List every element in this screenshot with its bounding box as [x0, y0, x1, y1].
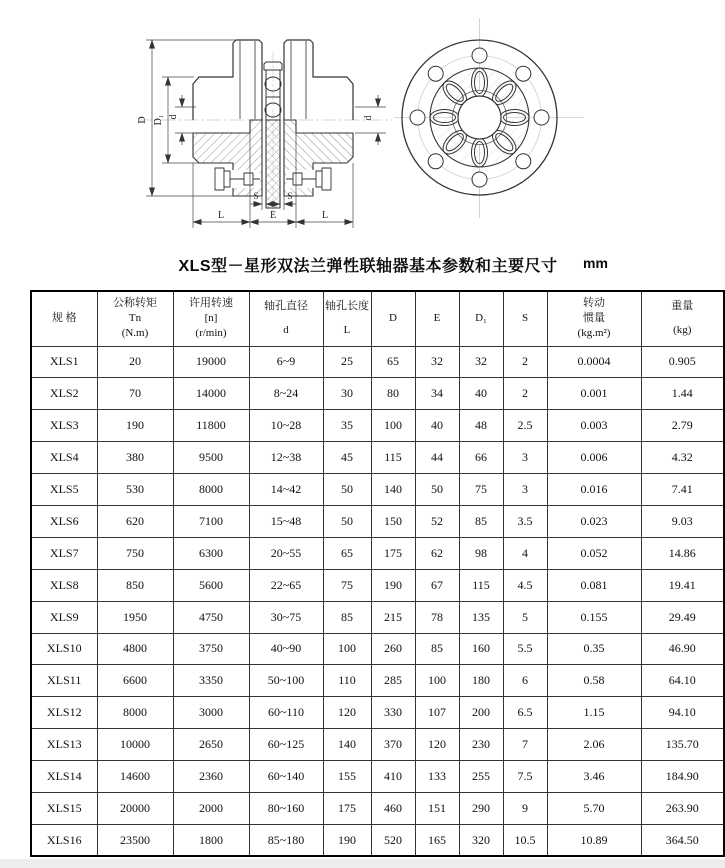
value-cell: 6~9: [249, 346, 323, 378]
value-cell: 330: [371, 697, 415, 729]
value-cell: 32: [459, 346, 503, 378]
table-row: [31, 378, 724, 410]
coupling-drawing: [0, 0, 725, 248]
value-cell: 20: [97, 346, 173, 378]
value-cell: 140: [323, 729, 371, 761]
left-hub-outline: [193, 40, 262, 120]
table-row: [31, 537, 724, 569]
value-cell: 85: [323, 601, 371, 633]
spec-cell: XLS8: [31, 569, 97, 601]
value-cell: 75: [459, 474, 503, 506]
value-cell: 100: [323, 633, 371, 665]
value-cell: 78: [415, 601, 459, 633]
value-cell: 0.58: [547, 665, 641, 697]
value-cell: 4: [503, 537, 547, 569]
value-cell: 5600: [173, 569, 249, 601]
value-cell: 48: [459, 410, 503, 442]
value-cell: 29.49: [641, 601, 724, 633]
value-cell: 14600: [97, 761, 173, 793]
value-cell: 0.023: [547, 505, 641, 537]
value-cell: 20~55: [249, 537, 323, 569]
spec-cell: XLS12: [31, 697, 97, 729]
table-row: [31, 474, 724, 506]
value-cell: 4.32: [641, 442, 724, 474]
value-cell: 80: [371, 378, 415, 410]
value-cell: 7100: [173, 505, 249, 537]
table-row: [31, 761, 724, 793]
value-cell: 4800: [97, 633, 173, 665]
table-row: [31, 665, 724, 697]
value-cell: 110: [323, 665, 371, 697]
value-cell: 10~28: [249, 410, 323, 442]
value-cell: 75: [323, 569, 371, 601]
value-cell: 0.016: [547, 474, 641, 506]
value-cell: 120: [323, 697, 371, 729]
value-cell: 9500: [173, 442, 249, 474]
spec-cell: XLS9: [31, 601, 97, 633]
value-cell: 285: [371, 665, 415, 697]
value-cell: 184.90: [641, 761, 724, 793]
value-cell: 850: [97, 569, 173, 601]
value-cell: 0.081: [547, 569, 641, 601]
value-cell: 3: [503, 442, 547, 474]
column-header: 轴孔长度 L: [323, 291, 371, 346]
value-cell: 40: [415, 410, 459, 442]
value-cell: 3: [503, 474, 547, 506]
value-cell: 0.35: [547, 633, 641, 665]
value-cell: 263.90: [641, 792, 724, 824]
table-row: [31, 346, 724, 378]
dim-label-D1: D₁: [153, 114, 164, 126]
value-cell: 11800: [173, 410, 249, 442]
value-cell: 8~24: [249, 378, 323, 410]
value-cell: 5.5: [503, 633, 547, 665]
value-cell: 2000: [173, 792, 249, 824]
value-cell: 10.5: [503, 824, 547, 856]
value-cell: 85: [459, 505, 503, 537]
value-cell: 115: [459, 569, 503, 601]
bottom-strip: [0, 859, 725, 868]
value-cell: 410: [371, 761, 415, 793]
value-cell: 35: [323, 410, 371, 442]
value-cell: 20000: [97, 792, 173, 824]
front-view-drawing: [394, 18, 584, 218]
column-header: S: [503, 291, 547, 346]
column-header: 转动 惯量 (kg.m²): [547, 291, 641, 346]
spec-cell: XLS11: [31, 665, 97, 697]
value-cell: 85~180: [249, 824, 323, 856]
value-cell: 100: [371, 410, 415, 442]
value-cell: 67: [415, 569, 459, 601]
column-header: D: [371, 291, 415, 346]
table-row: [31, 601, 724, 633]
value-cell: 2: [503, 378, 547, 410]
value-cell: 30: [323, 378, 371, 410]
column-header: 轴孔直径 d: [249, 291, 323, 346]
right-hub-outline: [284, 40, 353, 120]
value-cell: 290: [459, 792, 503, 824]
value-cell: 70: [97, 378, 173, 410]
table-row: [31, 505, 724, 537]
value-cell: 23500: [97, 824, 173, 856]
value-cell: 9: [503, 792, 547, 824]
value-cell: 4.5: [503, 569, 547, 601]
value-cell: 135.70: [641, 729, 724, 761]
value-cell: 32: [415, 346, 459, 378]
value-cell: 14.86: [641, 537, 724, 569]
value-cell: 9.03: [641, 505, 724, 537]
value-cell: 52: [415, 505, 459, 537]
value-cell: 0.155: [547, 601, 641, 633]
table-row: [31, 792, 724, 824]
value-cell: 750: [97, 537, 173, 569]
value-cell: 190: [371, 569, 415, 601]
value-cell: 66: [459, 442, 503, 474]
value-cell: 22~65: [249, 569, 323, 601]
bore-circle: [458, 96, 501, 139]
value-cell: 0.006: [547, 442, 641, 474]
value-cell: 5: [503, 601, 547, 633]
value-cell: 62: [415, 537, 459, 569]
value-cell: 175: [323, 792, 371, 824]
table-row: [31, 442, 724, 474]
value-cell: 10000: [97, 729, 173, 761]
header-row: [31, 291, 724, 346]
value-cell: 60~140: [249, 761, 323, 793]
value-cell: 64.10: [641, 665, 724, 697]
spec-cell: XLS3: [31, 410, 97, 442]
value-cell: 40: [459, 378, 503, 410]
value-cell: 200: [459, 697, 503, 729]
value-cell: 133: [415, 761, 459, 793]
dim-label-D: D: [137, 116, 148, 124]
value-cell: 0.052: [547, 537, 641, 569]
value-cell: 6.5: [503, 697, 547, 729]
value-cell: 1.44: [641, 378, 724, 410]
table-row: [31, 824, 724, 856]
value-cell: 530: [97, 474, 173, 506]
star-element-section: [266, 120, 280, 208]
value-cell: 1950: [97, 601, 173, 633]
value-cell: 5.70: [547, 792, 641, 824]
value-cell: 2360: [173, 761, 249, 793]
spec-cell: XLS10: [31, 633, 97, 665]
spec-cell: XLS16: [31, 824, 97, 856]
value-cell: 50~100: [249, 665, 323, 697]
dim-label-d-right: d: [363, 115, 374, 121]
value-cell: 8000: [97, 697, 173, 729]
dim-label-E: E: [269, 210, 277, 221]
value-cell: 3000: [173, 697, 249, 729]
spec-cell: XLS7: [31, 537, 97, 569]
value-cell: 260: [371, 633, 415, 665]
value-cell: 50: [323, 505, 371, 537]
flange-bolt-left: [215, 168, 260, 190]
value-cell: 3.46: [547, 761, 641, 793]
dim-label-d-left: d: [168, 114, 179, 120]
value-cell: 120: [415, 729, 459, 761]
spec-cell: XLS5: [31, 474, 97, 506]
page-title: XLS型－星形双法兰弹性联轴器基本参数和主要尺寸: [178, 258, 558, 275]
value-cell: 19000: [173, 346, 249, 378]
table-row: [31, 410, 724, 442]
value-cell: 14000: [173, 378, 249, 410]
column-header: 许用转速 [n] (r/min): [173, 291, 249, 346]
value-cell: 65: [371, 346, 415, 378]
value-cell: 0.0004: [547, 346, 641, 378]
spec-cell: XLS1: [31, 346, 97, 378]
value-cell: 34: [415, 378, 459, 410]
value-cell: 180: [459, 665, 503, 697]
value-cell: 3.5: [503, 505, 547, 537]
value-cell: 190: [323, 824, 371, 856]
spec-table: [30, 290, 725, 857]
value-cell: 2: [503, 346, 547, 378]
value-cell: 6300: [173, 537, 249, 569]
value-cell: 65: [323, 537, 371, 569]
value-cell: 12~38: [249, 442, 323, 474]
value-cell: 6: [503, 665, 547, 697]
value-cell: 1.15: [547, 697, 641, 729]
spec-cell: XLS15: [31, 792, 97, 824]
column-header: 公称转矩 Tn (N.m): [97, 291, 173, 346]
column-header: 重量 (kg): [641, 291, 724, 346]
value-cell: 30~75: [249, 601, 323, 633]
spec-cell: XLS6: [31, 505, 97, 537]
spec-cell: XLS4: [31, 442, 97, 474]
value-cell: 0.905: [641, 346, 724, 378]
value-cell: 19.41: [641, 569, 724, 601]
dim-label-S-left: S: [253, 191, 259, 201]
value-cell: 215: [371, 601, 415, 633]
value-cell: 60~110: [249, 697, 323, 729]
value-cell: 50: [323, 474, 371, 506]
value-cell: 620: [97, 505, 173, 537]
value-cell: 80~160: [249, 792, 323, 824]
value-cell: 230: [459, 729, 503, 761]
side-view-drawing: [137, 40, 392, 228]
value-cell: 115: [371, 442, 415, 474]
value-cell: 0.001: [547, 378, 641, 410]
table-row: [31, 569, 724, 601]
table-wrap: [30, 290, 725, 857]
flange-bolt-right: [286, 168, 331, 190]
value-cell: 364.50: [641, 824, 724, 856]
table-row: [31, 697, 724, 729]
value-cell: 8000: [173, 474, 249, 506]
value-cell: 520: [371, 824, 415, 856]
value-cell: 0.003: [547, 410, 641, 442]
unit-label: mm: [583, 255, 608, 271]
value-cell: 107: [415, 697, 459, 729]
value-cell: 50: [415, 474, 459, 506]
dim-label-L-right: L: [321, 210, 329, 221]
title-row: [0, 253, 725, 277]
spec-cell: XLS14: [31, 761, 97, 793]
column-header: 规 格: [31, 291, 97, 346]
value-cell: 100: [415, 665, 459, 697]
column-header: E: [415, 291, 459, 346]
value-cell: 46.90: [641, 633, 724, 665]
value-cell: 460: [371, 792, 415, 824]
value-cell: 15~48: [249, 505, 323, 537]
value-cell: 135: [459, 601, 503, 633]
dim-label-L-left: L: [217, 210, 225, 221]
value-cell: 85: [415, 633, 459, 665]
value-cell: 2.5: [503, 410, 547, 442]
value-cell: 165: [415, 824, 459, 856]
value-cell: 140: [371, 474, 415, 506]
value-cell: 370: [371, 729, 415, 761]
spec-cell: XLS2: [31, 378, 97, 410]
value-cell: 255: [459, 761, 503, 793]
value-cell: 2.06: [547, 729, 641, 761]
value-cell: 4750: [173, 601, 249, 633]
table-row: [31, 633, 724, 665]
value-cell: 98: [459, 537, 503, 569]
value-cell: 60~125: [249, 729, 323, 761]
table-row: [31, 729, 724, 761]
value-cell: 151: [415, 792, 459, 824]
dim-label-S-right: S: [287, 191, 293, 201]
value-cell: 7.5: [503, 761, 547, 793]
value-cell: 44: [415, 442, 459, 474]
value-cell: 2650: [173, 729, 249, 761]
spec-cell: XLS13: [31, 729, 97, 761]
value-cell: 6600: [97, 665, 173, 697]
value-cell: 7.41: [641, 474, 724, 506]
value-cell: 40~90: [249, 633, 323, 665]
value-cell: 175: [371, 537, 415, 569]
value-cell: 10.89: [547, 824, 641, 856]
value-cell: 94.10: [641, 697, 724, 729]
value-cell: 190: [97, 410, 173, 442]
value-cell: 1800: [173, 824, 249, 856]
value-cell: 3350: [173, 665, 249, 697]
value-cell: 25: [323, 346, 371, 378]
value-cell: 150: [371, 505, 415, 537]
column-header: D₁: [459, 291, 503, 346]
value-cell: 2.79: [641, 410, 724, 442]
value-cell: 7: [503, 729, 547, 761]
value-cell: 45: [323, 442, 371, 474]
value-cell: 320: [459, 824, 503, 856]
value-cell: 3750: [173, 633, 249, 665]
value-cell: 14~42: [249, 474, 323, 506]
value-cell: 160: [459, 633, 503, 665]
value-cell: 155: [323, 761, 371, 793]
value-cell: 380: [97, 442, 173, 474]
